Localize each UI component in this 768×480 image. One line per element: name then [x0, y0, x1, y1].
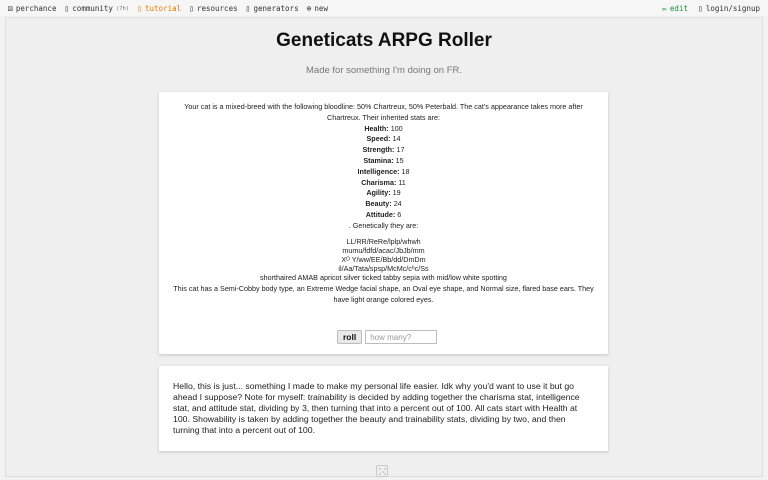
stat-agility [171, 188, 596, 199]
stat-value: 17 [396, 145, 405, 155]
stat-label: Speed: [366, 134, 391, 144]
body-description: This cat has a Semi-Cobby body type, an Extreme Wedge facial shape, an Oval eye shape, and Normal size, flared base ears. They have light orange colored eyes. [173, 284, 594, 304]
nav-tutorial[interactable] [137, 4, 181, 13]
how-many-input[interactable] [365, 330, 437, 344]
chat-icon: ▯ [64, 3, 70, 13]
genotype-block [171, 237, 596, 274]
stat-value: 19 [392, 188, 401, 198]
folder-icon: ▯ [189, 3, 194, 13]
genotype-line: LL/RR/ReRe/lplp/whwh [346, 236, 421, 246]
stat-value: 24 [393, 199, 402, 209]
description-text: Hello, this is just... something I made to make my personal life easier. Idk why you'd want to use it but go ahead I suppose? Note for myself: trainability is decided by adding together the charisma stat, intelligence stat, and attitude stat, dividing by 3, then turning that into a percent out of 100. All cats start with Health at 100. Showability is taken by adding together the beauty and trainability stats, dividing by two, and then turning that into a percent out of 100. [173, 381, 580, 435]
genotype-line: mumu/fdfd/acac/JbJb/mm [342, 245, 425, 255]
stat-label: Charisma: [361, 177, 397, 187]
nav-tutorial-label: tutorial [145, 4, 182, 13]
cog-icon: ▯ [245, 3, 251, 13]
stat-label: Strength: [362, 145, 395, 155]
stat-value: 14 [392, 134, 401, 144]
nav-perchance[interactable] [8, 4, 56, 13]
pencil-icon: ✏ [662, 3, 667, 13]
nav-community-badge: (7h) [115, 5, 130, 12]
description-card [159, 366, 608, 451]
nav-right [652, 4, 760, 13]
top-nav [0, 0, 768, 16]
output-card [159, 92, 608, 354]
book-icon: ▯ [137, 3, 143, 13]
stat-charisma [171, 178, 596, 189]
nav-community[interactable] [64, 4, 129, 13]
genotype-line: Xᴼ Y/ww/EE/Bb/dd/DmDm [341, 254, 426, 264]
stat-label: Beauty: [365, 199, 392, 209]
edit-label: edit [669, 4, 688, 13]
dice-icon: ⚄ [8, 3, 13, 13]
stat-value: 18 [401, 166, 410, 176]
genotype-line: il/Aa/Tata/spsp/McMc/cʰc/Ss [338, 264, 429, 274]
stat-label: Stamina: [363, 155, 394, 165]
roll-output [171, 102, 596, 306]
stat-strength [171, 145, 596, 156]
nav-new-label: new [314, 4, 328, 13]
stat-intelligence [171, 167, 596, 178]
bloodline-text: Your cat is a mixed-breed with the following bloodline: 50% Chartreux, 50% Peterbald. The cat's appearance takes more after Chartreux. Their inherited stats are: [184, 102, 583, 122]
stat-label: Attitude: [365, 209, 396, 219]
stat-value: 15 [395, 155, 404, 165]
stat-value: 6 [397, 209, 402, 219]
stat-health [171, 124, 596, 135]
how-many-placeholder: how many? [370, 332, 412, 342]
nav-resources-label: resources [196, 4, 238, 13]
plus-circle-icon: ⊕ [306, 3, 312, 13]
stat-label: Agility: [366, 188, 391, 198]
roll-button[interactable]: roll [337, 330, 362, 344]
login-label: login/signup [705, 4, 760, 13]
genetic-lead-text: . Genetically they are: [348, 220, 419, 230]
stat-label: Intelligence: [357, 166, 400, 176]
stat-attitude [171, 210, 596, 221]
stat-speed [171, 134, 596, 145]
nav-generators[interactable] [246, 4, 299, 13]
stat-beauty [171, 199, 596, 210]
stat-value: 11 [398, 177, 406, 187]
nav-new[interactable] [307, 4, 328, 13]
phenotype-text: shorthaired AMAB apricot silver ticked tabby sepia with mid/low white spotting [260, 273, 507, 283]
stat-stamina [171, 156, 596, 167]
nav-generators-label: generators [253, 4, 299, 13]
nav-left [8, 4, 336, 13]
login-link[interactable] [698, 4, 760, 13]
nav-community-label: community [72, 4, 113, 13]
stat-label: Health: [364, 123, 389, 133]
page-title: Geneticats ARPG Roller [276, 30, 492, 51]
edit-link[interactable] [662, 4, 688, 13]
nav-perchance-label: perchance [15, 4, 57, 13]
roll-controls [337, 330, 437, 344]
nav-resources[interactable] [189, 4, 237, 13]
dice-icon [376, 465, 388, 477]
user-icon: ▯ [697, 3, 703, 13]
page-subtitle: Made for something I'm doing on FR. [306, 65, 462, 76]
stat-value: 100 [390, 123, 403, 133]
